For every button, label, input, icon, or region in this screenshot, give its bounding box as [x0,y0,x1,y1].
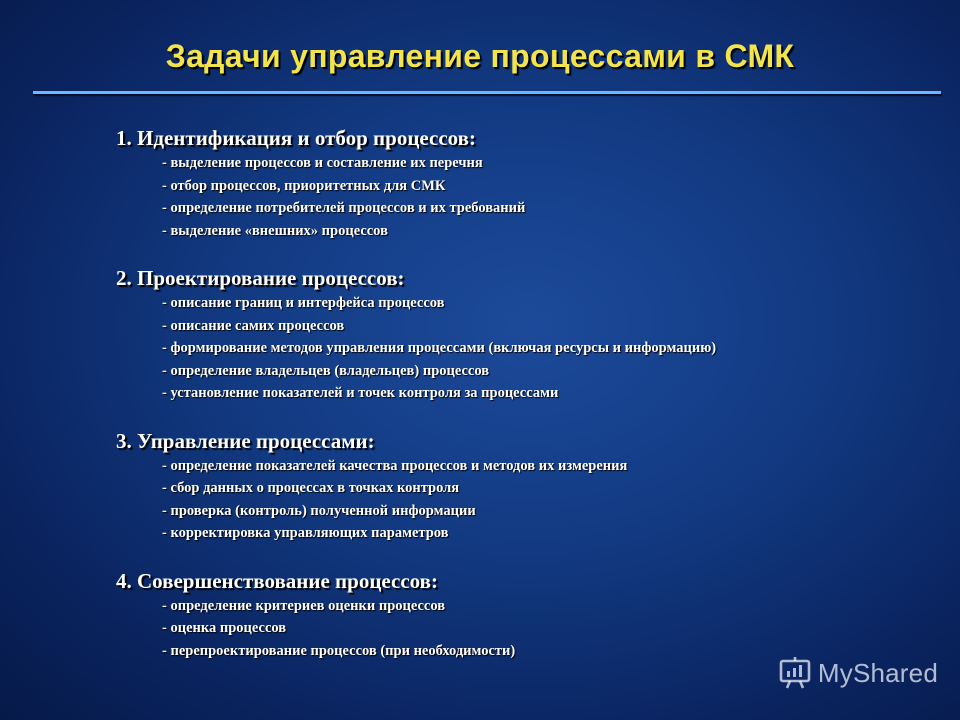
title-divider [33,91,941,94]
list-item: - выделение «внешних» процессов [162,220,936,243]
section-heading: 3. Управление процессами: [116,428,375,453]
list-item: - определение критериев оценки процессов [162,595,936,618]
slide-title: Задачи управление процессами в СМК [165,38,795,74]
list-item: - корректировка управляющих параметров [162,522,936,545]
presentation-board-icon [778,656,812,690]
section-heading: 4. Совершенствование процессов: [116,568,438,593]
list-item: - перепроектирование процессов (при необходимости) [162,640,936,663]
section-management [116,427,936,545]
section-heading: 2. Проектирование процессов: [116,266,405,290]
list-item: - сбор данных о процессах в точках контроля [162,477,936,500]
bullet-list [116,595,936,663]
list-item: - проверка (контроль) полученной информации [162,500,936,523]
list-item: - определение показателей качества процессов и методов их измерения [162,455,936,478]
list-item: - описание самих процессов [162,315,936,338]
list-item: - отбор процессов, приоритетных для СМК [162,175,936,198]
list-item: - формирование методов управления процессами (включая ресурсы и информацию) [162,337,936,360]
slide-content [116,124,936,662]
watermark-text: MyShared [817,657,938,688]
list-item: - выделение процессов и составление их перечня [162,152,936,175]
section-design [116,264,936,405]
section-improvement [116,567,936,663]
bullet-list [116,152,936,242]
bullet-list [116,292,936,405]
section-heading: 1. Идентификация и отбор процессов: [116,126,476,150]
list-item: - описание границ и интерфейса процессов [162,292,936,315]
section-identification [116,124,936,242]
bullet-list [116,455,936,545]
list-item: - оценка процессов [162,617,936,640]
watermark-logo [778,656,938,690]
list-item: - определение владельцев (владельцев) процессов [162,360,936,383]
list-item: - установление показателей и точек контроля за процессами [162,382,936,405]
list-item: - определение потребителей процессов и их требований [162,197,936,220]
